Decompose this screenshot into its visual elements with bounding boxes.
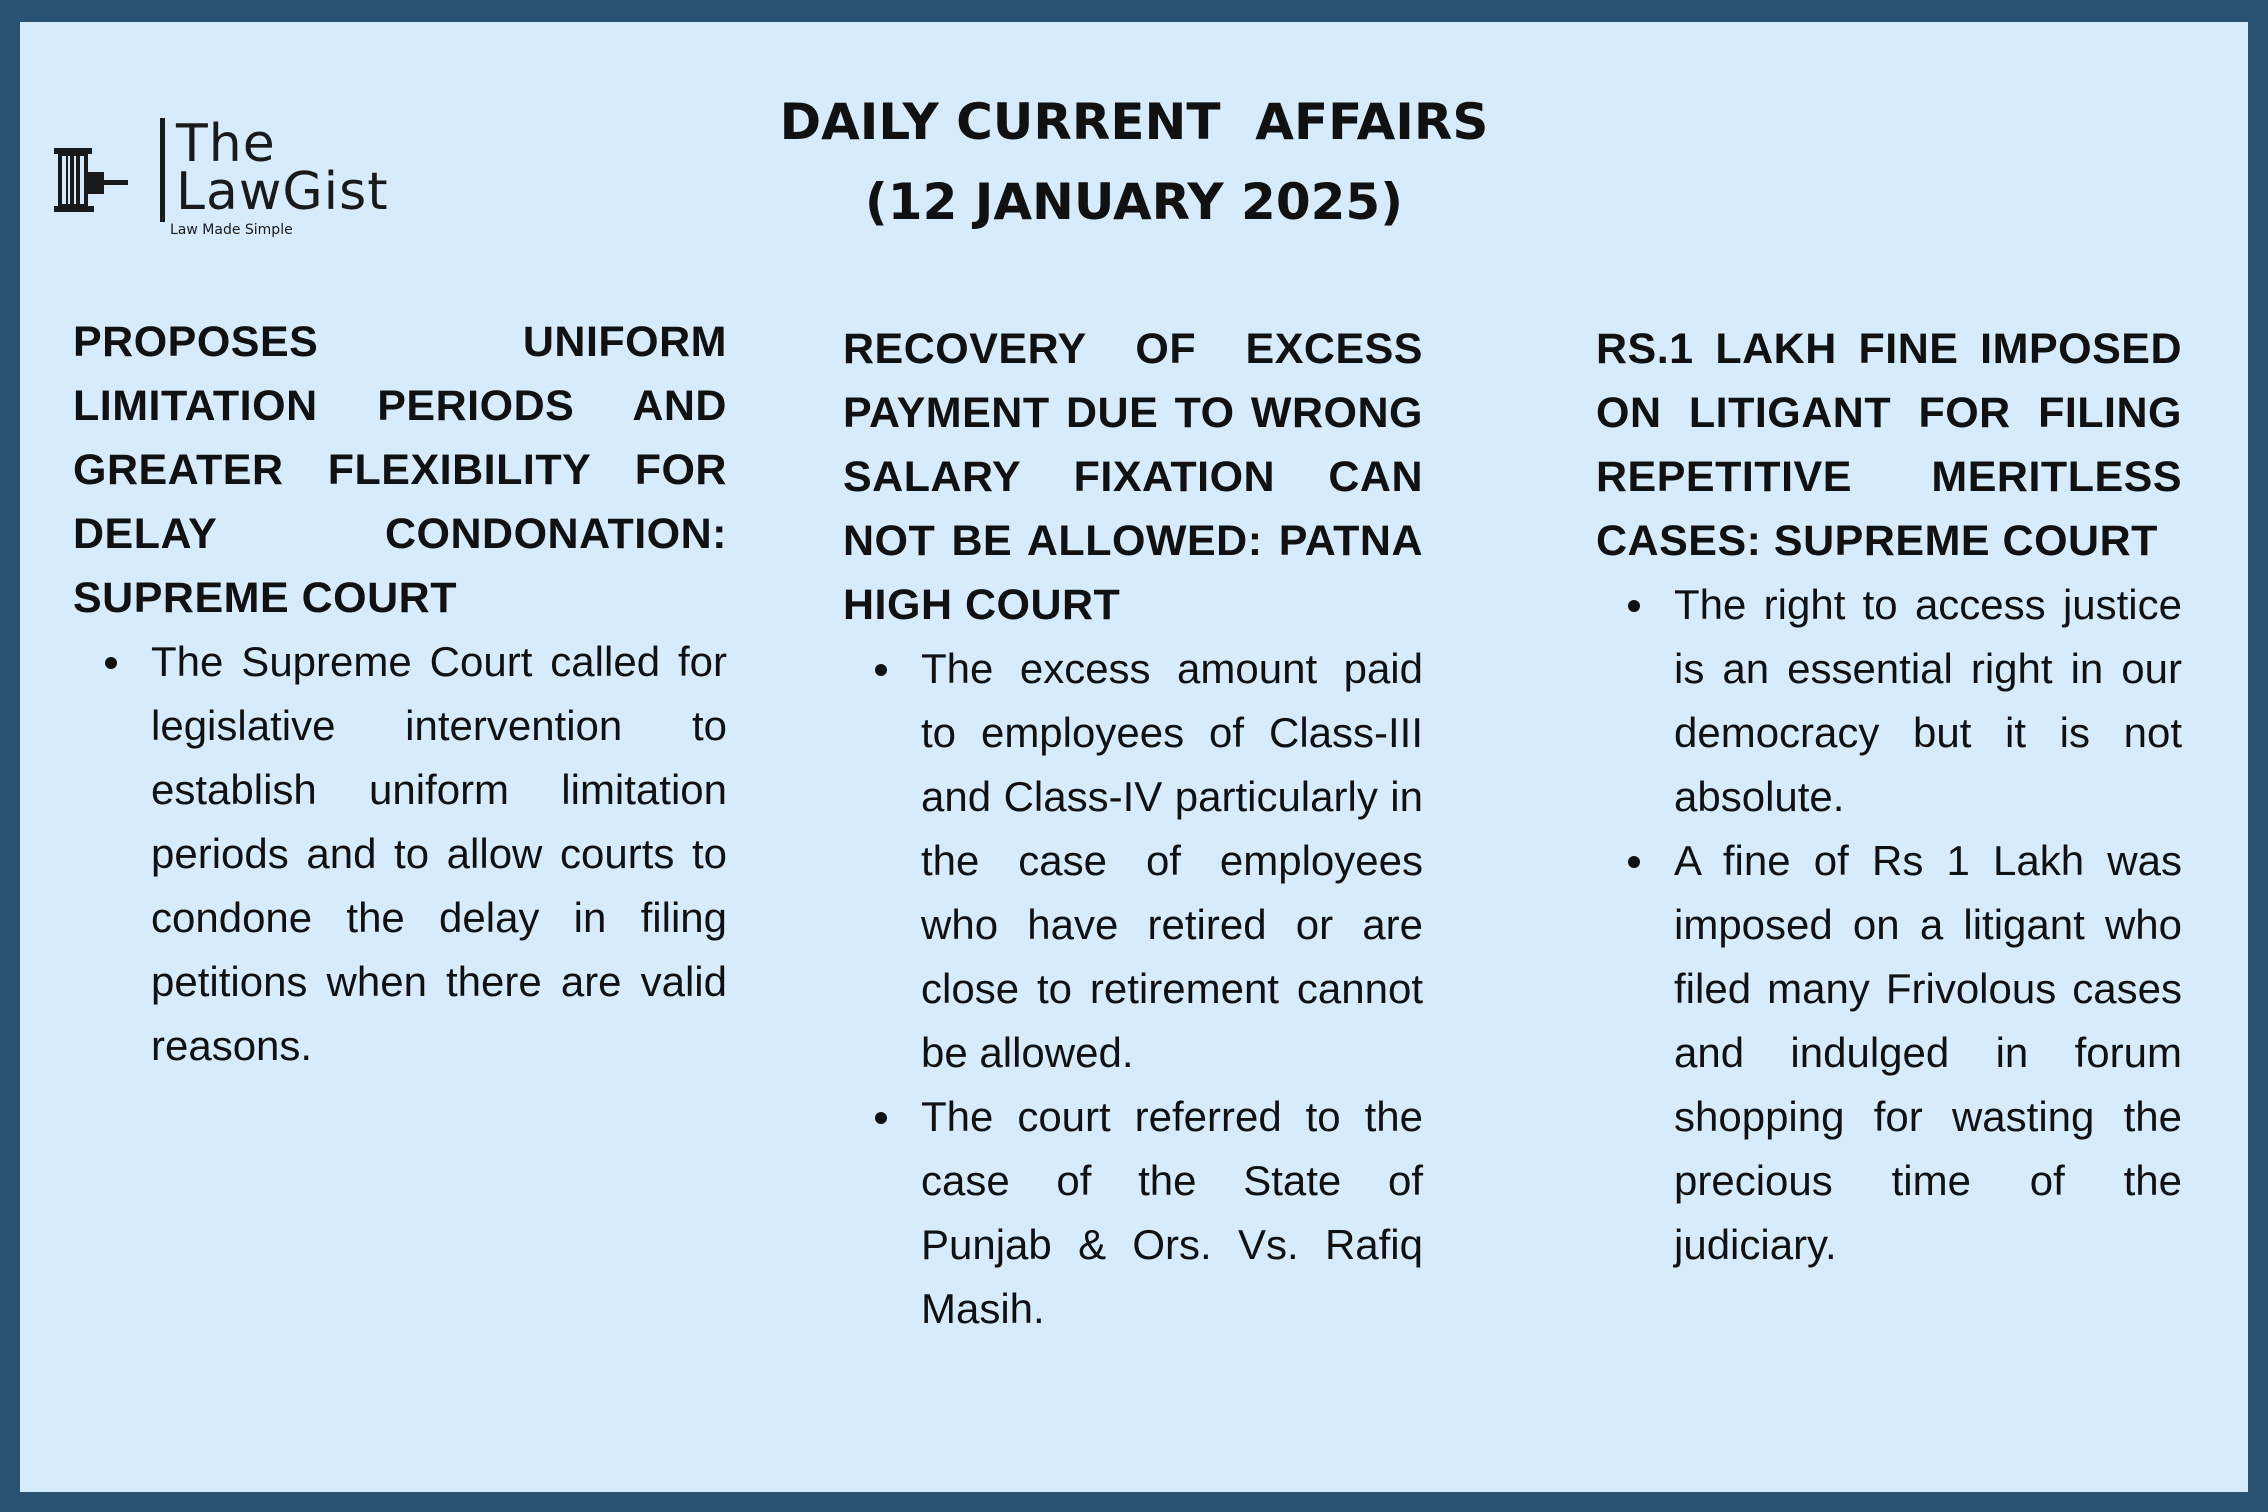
bullet-item: The excess amount paid to employees of Class-III and Class-IV particularly in the case of employees who have retired or are close to retirement cannot be allowed. xyxy=(921,637,1423,1085)
article-heading: RS.1 LAKH FINE IMPOSED ON LITIGANT FOR FILING REPETITIVE MERITLESS CASES: SUPREME COURT xyxy=(1596,325,2182,565)
title-line-1: DAILY CURRENT AFFAIRS xyxy=(779,93,1489,151)
article-column-2 xyxy=(843,317,1423,1341)
bullet-item: The court referred to the case of the State of Punjab & Ors. Vs. Rafiq Masih. xyxy=(921,1085,1423,1341)
article-heading: PROPOSES UNIFORM LIMITATION PERIODS AND GREATER FLEXIBILITY FOR DELAY CONDONATION: SUPREME COURT xyxy=(73,318,727,622)
article-column-1 xyxy=(73,310,727,1078)
logo-text-the: The xyxy=(176,114,276,174)
page-title xyxy=(20,82,2248,242)
bullet-item: A fine of Rs 1 Lakh was imposed on a litigant who filed many Frivolous cases and indulged in forum shopping for wasting the precious time of the judiciary. xyxy=(1674,829,2182,1277)
article-bullet-list xyxy=(843,637,1423,1341)
logo-text-lawgist: LawGist xyxy=(176,162,389,222)
logo-tagline: Law Made Simple xyxy=(170,222,293,238)
bullet-item: The Supreme Court called for legislative intervention to establish uniform limitation periods and to allow courts to condone the delay in filing petitions when there are valid reasons. xyxy=(151,630,727,1078)
article-bullet-list xyxy=(73,630,727,1078)
bullet-item: The right to access justice is an essential right in our democracy but it is not absolute. xyxy=(1674,573,2182,829)
title-line-2: (12 JANUARY 2025) xyxy=(864,173,1404,231)
article-heading: RECOVERY OF EXCESS PAYMENT DUE TO WRONG SALARY FIXATION CAN NOT BE ALLOWED: PATNA HIGH COURT xyxy=(843,325,1423,629)
article-bullet-list xyxy=(1596,573,2182,1277)
article-column-3 xyxy=(1596,317,2182,1277)
